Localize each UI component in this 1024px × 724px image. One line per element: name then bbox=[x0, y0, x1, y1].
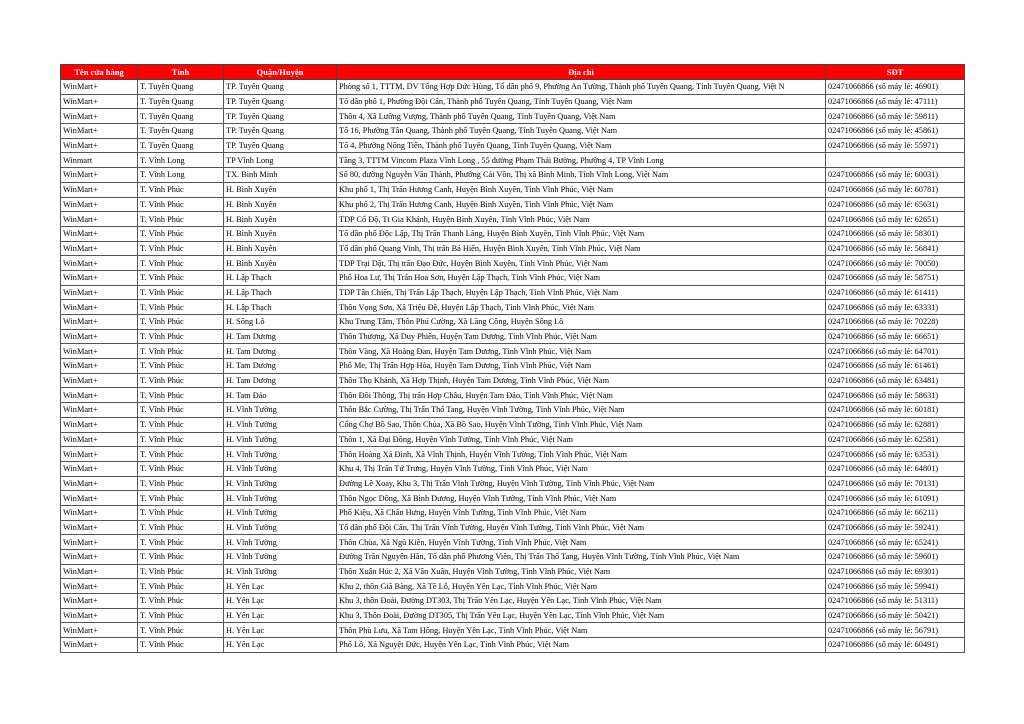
cell-phone: 02471066866 (số máy lẻ: 58301) bbox=[826, 226, 965, 241]
cell-province: T. Vĩnh Phúc bbox=[138, 461, 224, 476]
table-header-row bbox=[61, 65, 965, 80]
cell-district: H. Vĩnh Tường bbox=[224, 550, 337, 565]
cell-province: T. Vĩnh Phúc bbox=[138, 476, 224, 491]
cell-province: T. Vĩnh Phúc bbox=[138, 197, 224, 212]
cell-store-name: WinMart+ bbox=[61, 197, 138, 212]
cell-province: T. Vĩnh Phúc bbox=[138, 520, 224, 535]
cell-address: Cổng Chợ Bồ Sao, Thôn Chùa, Xã Bồ Sao, Huyện Vĩnh Tường, Tỉnh Vĩnh Phúc, Việt Nam bbox=[337, 417, 826, 432]
cell-address: Thôn Đồi Thông, Thị trấn Hợp Châu, Huyện Tam Đảo, Tỉnh Vĩnh Phúc, Việt Nam bbox=[337, 388, 826, 403]
cell-address: Tầng 3, TTTM Vincom Plaza Vĩnh Long , 55 đường Phạm Thái Bường, Phường 4, TP Vĩnh Long bbox=[337, 153, 826, 168]
cell-province: T. Tuyên Quang bbox=[138, 80, 224, 95]
table-body bbox=[61, 80, 965, 653]
cell-phone: 02471066866 (số máy lẻ: 58751) bbox=[826, 270, 965, 285]
cell-store-name: WinMart+ bbox=[61, 241, 138, 256]
cell-district: H. Bình Xuyên bbox=[224, 182, 337, 197]
cell-store-name: Winmart bbox=[61, 153, 138, 168]
cell-address: Phố Hoa Lư, Thị Trấn Hoa Sơn, Huyện Lập Thạch, Tỉnh Vĩnh Phúc, Việt Nam bbox=[337, 270, 826, 285]
cell-province: T. Vĩnh Phúc bbox=[138, 285, 224, 300]
cell-store-name: WinMart+ bbox=[61, 182, 138, 197]
table-row bbox=[61, 241, 965, 256]
cell-district: H. Bình Xuyên bbox=[224, 241, 337, 256]
cell-phone: 02471066866 (số máy lẻ: 66651) bbox=[826, 329, 965, 344]
cell-district: H. Yên Lạc bbox=[224, 594, 337, 609]
cell-store-name: WinMart+ bbox=[61, 359, 138, 374]
cell-store-name: WinMart+ bbox=[61, 300, 138, 315]
table-row bbox=[61, 109, 965, 124]
cell-address: TDP Tân Chiến, Thị Trấn Lập Thạch, Huyện Lập Thạch, Tỉnh Vĩnh Phúc, Việt Nam bbox=[337, 285, 826, 300]
table-row bbox=[61, 300, 965, 315]
cell-district: TP. Tuyên Quang bbox=[224, 124, 337, 139]
cell-phone: 02471066866 (số máy lẻ: 60181) bbox=[826, 403, 965, 418]
cell-district: H. Yên Lạc bbox=[224, 623, 337, 638]
cell-store-name: WinMart+ bbox=[61, 388, 138, 403]
cell-address: Tổ 4, Phường Nông Tiến, Thành phố Tuyên Quang, Tỉnh Tuyên Quang, Việt Nam bbox=[337, 138, 826, 153]
table-row bbox=[61, 461, 965, 476]
cell-province: T. Vĩnh Phúc bbox=[138, 447, 224, 462]
cell-address: Tổ dân phố 1, Phường Đội Cấn, Thành phố Tuyên Quang, Tỉnh Tuyên Quang, Việt Nam bbox=[337, 94, 826, 109]
cell-province: T. Vĩnh Phúc bbox=[138, 638, 224, 653]
cell-phone: 02471066866 (số máy lẻ: 46901) bbox=[826, 80, 965, 95]
store-table bbox=[60, 64, 965, 653]
cell-address: Tổ 16, Phường Tân Quang, Thành phố Tuyên Quang, Tỉnh Tuyên Quang, Việt Nam bbox=[337, 124, 826, 139]
cell-province: T. Vĩnh Phúc bbox=[138, 212, 224, 227]
table-row bbox=[61, 124, 965, 139]
cell-district: H. Vĩnh Tường bbox=[224, 403, 337, 418]
cell-district: H. Sông Lô bbox=[224, 315, 337, 330]
cell-district: TP. Tuyên Quang bbox=[224, 94, 337, 109]
cell-store-name: WinMart+ bbox=[61, 535, 138, 550]
cell-store-name: WinMart+ bbox=[61, 638, 138, 653]
cell-store-name: WinMart+ bbox=[61, 138, 138, 153]
cell-store-name: WinMart+ bbox=[61, 329, 138, 344]
table-row bbox=[61, 212, 965, 227]
cell-province: T. Vĩnh Phúc bbox=[138, 623, 224, 638]
cell-address: Thôn Phù Lưu, Xã Tam Hồng, Huyện Yên Lạc, Tỉnh Vĩnh Phúc, Việt Nam bbox=[337, 623, 826, 638]
table-row bbox=[61, 153, 965, 168]
cell-phone: 02471066866 (số máy lẻ: 58631) bbox=[826, 388, 965, 403]
cell-province: T. Vĩnh Phúc bbox=[138, 594, 224, 609]
cell-phone: 02471066866 (số máy lẻ: 61091) bbox=[826, 491, 965, 506]
cell-province: T. Vĩnh Phúc bbox=[138, 432, 224, 447]
cell-phone: 02471066866 (số máy lẻ: 64701) bbox=[826, 344, 965, 359]
table-row bbox=[61, 226, 965, 241]
table-row bbox=[61, 168, 965, 183]
header-phone: SĐT bbox=[826, 65, 965, 80]
cell-store-name: WinMart+ bbox=[61, 403, 138, 418]
cell-address: Phố Lồ, Xã Nguyệt Đức, Huyện Yên Lạc, Tỉnh Vĩnh Phúc, Việt Nam bbox=[337, 638, 826, 653]
cell-store-name: WinMart+ bbox=[61, 212, 138, 227]
cell-address: Thôn Thượng, Xã Duy Phiên, Huyện Tam Dương, Tỉnh Vĩnh Phúc, Việt Nam bbox=[337, 329, 826, 344]
cell-store-name: WinMart+ bbox=[61, 520, 138, 535]
cell-address: Khu phố 2, Thị Trấn Hương Canh, Huyện Bình Xuyên, Tỉnh Vĩnh Phúc, Việt Nam bbox=[337, 197, 826, 212]
cell-province: T. Vĩnh Phúc bbox=[138, 182, 224, 197]
cell-address: Thôn Xuân Húc 2, Xã Vân Xuân, Huyện Vĩnh Tường, Tỉnh Vĩnh Phúc, Việt Nam bbox=[337, 564, 826, 579]
table-row bbox=[61, 432, 965, 447]
cell-address: Khu 2, thôn Giã Bàng, Xã Tề Lỗ, Huyện Yên Lạc, Tỉnh Vĩnh Phúc, Việt Nam bbox=[337, 579, 826, 594]
cell-district: H. Vĩnh Tường bbox=[224, 535, 337, 550]
table-row bbox=[61, 388, 965, 403]
cell-phone: 02471066866 (số máy lẻ: 56791) bbox=[826, 623, 965, 638]
cell-phone: 02471066866 (số máy lẻ: 59241) bbox=[826, 520, 965, 535]
cell-district: H. Vĩnh Tường bbox=[224, 491, 337, 506]
table-row bbox=[61, 550, 965, 565]
table-row bbox=[61, 491, 965, 506]
table-row bbox=[61, 197, 965, 212]
cell-district: H. Vĩnh Tường bbox=[224, 505, 337, 520]
cell-district: H. Lập Thạch bbox=[224, 300, 337, 315]
cell-address: TDP Cổ Độ, Tt Gia Khánh, Huyện Bình Xuyên, Tỉnh Vĩnh Phúc, Việt Nam bbox=[337, 212, 826, 227]
cell-store-name: WinMart+ bbox=[61, 256, 138, 271]
cell-phone: 02471066866 (số máy lẻ: 62581) bbox=[826, 432, 965, 447]
cell-address: Khu 4, Thị Trấn Tứ Trưng, Huyện Vĩnh Tường, Tỉnh Vĩnh Phúc, Việt Nam bbox=[337, 461, 826, 476]
cell-province: T. Vĩnh Long bbox=[138, 153, 224, 168]
cell-store-name: WinMart+ bbox=[61, 109, 138, 124]
cell-address: Khu Trung Tâm, Thôn Phú Cường, Xã Lãng Công, Huyện Sông Lô bbox=[337, 315, 826, 330]
cell-address: Thôn 1, Xã Đại Đồng, Huyện Vĩnh Tường, Tỉnh Vĩnh Phúc, Việt Nam bbox=[337, 432, 826, 447]
cell-district: H. Vĩnh Tường bbox=[224, 432, 337, 447]
cell-province: T. Vĩnh Phúc bbox=[138, 505, 224, 520]
cell-district: H. Vĩnh Tường bbox=[224, 520, 337, 535]
cell-province: T. Vĩnh Phúc bbox=[138, 564, 224, 579]
cell-phone: 02471066866 (số máy lẻ: 61461) bbox=[826, 359, 965, 374]
cell-phone: 02471066866 (số máy lẻ: 69301) bbox=[826, 564, 965, 579]
cell-province: T. Vĩnh Phúc bbox=[138, 550, 224, 565]
cell-store-name: WinMart+ bbox=[61, 550, 138, 565]
cell-store-name: WinMart+ bbox=[61, 476, 138, 491]
cell-phone: 02471066866 (số máy lẻ: 63331) bbox=[826, 300, 965, 315]
cell-phone: 02471066866 (số máy lẻ: 63531) bbox=[826, 447, 965, 462]
store-list-sheet bbox=[60, 64, 964, 653]
cell-phone: 02471066866 (số máy lẻ: 70131) bbox=[826, 476, 965, 491]
table-row bbox=[61, 417, 965, 432]
cell-district: H. Vĩnh Tường bbox=[224, 461, 337, 476]
cell-store-name: WinMart+ bbox=[61, 80, 138, 95]
table-row bbox=[61, 564, 965, 579]
cell-address: Khu 3, Thôn Đoài, Đường DT305, Thị Trấn Yên Lạc, Huyện Yên Lạc, Tỉnh Vĩnh Phúc, Việt Nam bbox=[337, 608, 826, 623]
cell-district: TP. Tuyên Quang bbox=[224, 80, 337, 95]
table-row bbox=[61, 256, 965, 271]
cell-province: T. Vĩnh Phúc bbox=[138, 417, 224, 432]
cell-province: T. Vĩnh Phúc bbox=[138, 373, 224, 388]
cell-district: H. Bình Xuyên bbox=[224, 197, 337, 212]
cell-store-name: WinMart+ bbox=[61, 461, 138, 476]
cell-address: Tổ dân phố Độc Lập, Thị Trấn Thanh Lãng, Huyện Bình Xuyên, Tỉnh Vĩnh Phúc, Việt Nam bbox=[337, 226, 826, 241]
cell-phone: 02471066866 (số máy lẻ: 62651) bbox=[826, 212, 965, 227]
cell-district: TX. Bình Minh bbox=[224, 168, 337, 183]
cell-district: H. Lập Thạch bbox=[224, 285, 337, 300]
cell-district: H. Vĩnh Tường bbox=[224, 564, 337, 579]
cell-store-name: WinMart+ bbox=[61, 579, 138, 594]
cell-store-name: WinMart+ bbox=[61, 417, 138, 432]
table-row bbox=[61, 138, 965, 153]
cell-address: Thôn Vọng Sơn, Xã Triệu Đề, Huyện Lập Thạch, Tỉnh Vĩnh Phúc, Việt Nam bbox=[337, 300, 826, 315]
cell-phone: 02471066866 (số máy lẻ: 60491) bbox=[826, 638, 965, 653]
cell-district: H. Tam Dương bbox=[224, 344, 337, 359]
table-row bbox=[61, 329, 965, 344]
table-row bbox=[61, 535, 965, 550]
cell-district: H. Vĩnh Tường bbox=[224, 476, 337, 491]
cell-district: H. Vĩnh Tường bbox=[224, 417, 337, 432]
cell-district: H. Bình Xuyên bbox=[224, 256, 337, 271]
table-row bbox=[61, 359, 965, 374]
cell-store-name: WinMart+ bbox=[61, 564, 138, 579]
cell-phone: 02471066866 (số máy lẻ: 59811) bbox=[826, 109, 965, 124]
cell-phone: 02471066866 (số máy lẻ: 70228) bbox=[826, 315, 965, 330]
cell-phone: 02471066866 (số máy lẻ: 51311) bbox=[826, 594, 965, 609]
cell-district: H. Tam Đảo bbox=[224, 388, 337, 403]
cell-store-name: WinMart+ bbox=[61, 270, 138, 285]
cell-address: Đường Lê Xoay, Khu 3, Thị Trấn Vĩnh Tường, Huyện Vĩnh Tường, Tỉnh Vĩnh Phúc, Việt Nam bbox=[337, 476, 826, 491]
cell-phone: 02471066866 (số máy lẻ: 64801) bbox=[826, 461, 965, 476]
table-row bbox=[61, 594, 965, 609]
cell-phone: 02471066866 (số máy lẻ: 65631) bbox=[826, 197, 965, 212]
cell-store-name: WinMart+ bbox=[61, 447, 138, 462]
cell-address: Số 80, đường Nguyễn Văn Thành, Phường Cái Vồn, Thị xã Bình Minh, Tỉnh Vĩnh Long, Việt Nam bbox=[337, 168, 826, 183]
cell-address: Thôn Chùa, Xã Ngũ Kiên, Huyện Vĩnh Tường, Tỉnh Vĩnh Phúc, Việt Nam bbox=[337, 535, 826, 550]
cell-phone: 02471066866 (số máy lẻ: 45861) bbox=[826, 124, 965, 139]
cell-address: Tổ dân phố Quang Vinh, Thị trấn Bá Hiến, Huyện Bình Xuyên, Tỉnh Vĩnh Phúc, Việt Nam bbox=[337, 241, 826, 256]
table-row bbox=[61, 447, 965, 462]
cell-store-name: WinMart+ bbox=[61, 168, 138, 183]
table-row bbox=[61, 520, 965, 535]
cell-district: TP Vĩnh Long bbox=[224, 153, 337, 168]
table-row bbox=[61, 638, 965, 653]
table-row bbox=[61, 373, 965, 388]
cell-phone: 02471066866 (số máy lẻ: 60781) bbox=[826, 182, 965, 197]
cell-phone: 02471066866 (số máy lẻ: 61411) bbox=[826, 285, 965, 300]
cell-address: Thôn Thọ Khánh, Xã Hợp Thịnh, Huyện Tam Dương, Tỉnh Vĩnh Phúc, Việt Nam bbox=[337, 373, 826, 388]
cell-district: H. Bình Xuyên bbox=[224, 226, 337, 241]
cell-district: H. Tam Dương bbox=[224, 359, 337, 374]
cell-store-name: WinMart+ bbox=[61, 594, 138, 609]
cell-store-name: WinMart+ bbox=[61, 505, 138, 520]
cell-address: TDP Trại Dật, Thị trấn Đạo Đức, Huyện Bình Xuyên, Tỉnh Vĩnh Phúc, Việt Nam bbox=[337, 256, 826, 271]
cell-address: Phố Me, Thị Trấn Hợp Hòa, Huyện Tam Dương, Tỉnh Vĩnh Phúc, Việt Nam bbox=[337, 359, 826, 374]
cell-district: H. Yên Lạc bbox=[224, 638, 337, 653]
cell-address: Thôn Bắc Cường, Thị Trấn Thổ Tang, Huyện Vĩnh Tường, Tỉnh Vĩnh Phúc, Việt Nam bbox=[337, 403, 826, 418]
cell-address: Thôn Hoàng Xá Đình, Xã Vĩnh Thịnh, Huyện Vĩnh Tường, Tỉnh Vĩnh Phúc, Việt Nam bbox=[337, 447, 826, 462]
cell-province: T. Vĩnh Phúc bbox=[138, 535, 224, 550]
cell-phone: 02471066866 (số máy lẻ: 47111) bbox=[826, 94, 965, 109]
cell-district: H. Yên Lạc bbox=[224, 579, 337, 594]
cell-province: T. Vĩnh Phúc bbox=[138, 241, 224, 256]
cell-province: T. Vĩnh Phúc bbox=[138, 608, 224, 623]
cell-address: Khu phố 1, Thị Trấn Hương Canh, Huyện Bình Xuyên, Tỉnh Vĩnh Phúc, Việt Nam bbox=[337, 182, 826, 197]
cell-store-name: WinMart+ bbox=[61, 344, 138, 359]
cell-phone bbox=[826, 153, 965, 168]
cell-address: Thôn Vàng, Xã Hoàng Đan, Huyện Tam Dương, Tỉnh Vĩnh Phúc, Việt Nam bbox=[337, 344, 826, 359]
cell-address: Đường Trần Nguyên Hãn, Tổ dân phố Phương Viên, Thị Trấn Thổ Tang, Huyện Vĩnh Tường, Tỉnh Vĩnh Phúc, Việt Nam bbox=[337, 550, 826, 565]
cell-province: T. Vĩnh Phúc bbox=[138, 315, 224, 330]
table-row bbox=[61, 476, 965, 491]
header-province: Tỉnh bbox=[138, 65, 224, 80]
cell-phone: 02471066866 (số máy lẻ: 55971) bbox=[826, 138, 965, 153]
cell-store-name: WinMart+ bbox=[61, 491, 138, 506]
cell-address: Phòng số 1, TTTM, DV Tổng Hợp Đức Hùng, Tổ dân phố 9, Phường An Tường, Thành phố Tuyên Quang, Tỉnh Tuyên Quang, Việt N bbox=[337, 80, 826, 95]
cell-district: TP. Tuyên Quang bbox=[224, 138, 337, 153]
cell-phone: 02471066866 (số máy lẻ: 66211) bbox=[826, 505, 965, 520]
header-address: Địa chỉ bbox=[337, 65, 826, 80]
table-row bbox=[61, 623, 965, 638]
table-row bbox=[61, 505, 965, 520]
cell-province: T. Vĩnh Phúc bbox=[138, 256, 224, 271]
cell-phone: 02471066866 (số máy lẻ: 56841) bbox=[826, 241, 965, 256]
cell-province: T. Vĩnh Phúc bbox=[138, 329, 224, 344]
cell-province: T. Vĩnh Phúc bbox=[138, 300, 224, 315]
table-row bbox=[61, 403, 965, 418]
cell-store-name: WinMart+ bbox=[61, 608, 138, 623]
table-row bbox=[61, 608, 965, 623]
cell-district: H. Vĩnh Tường bbox=[224, 447, 337, 462]
cell-district: TP. Tuyên Quang bbox=[224, 109, 337, 124]
cell-district: H. Tam Dương bbox=[224, 329, 337, 344]
cell-province: T. Tuyên Quang bbox=[138, 138, 224, 153]
table-row bbox=[61, 344, 965, 359]
cell-address: Tổ dân phố Đội Cấn, Thị Trấn Vĩnh Tường, Huyện Vĩnh Tường, Tỉnh Vĩnh Phúc, Việt Nam bbox=[337, 520, 826, 535]
cell-province: T. Vĩnh Phúc bbox=[138, 403, 224, 418]
cell-province: T. Vĩnh Phúc bbox=[138, 579, 224, 594]
cell-store-name: WinMart+ bbox=[61, 285, 138, 300]
cell-phone: 02471066866 (số máy lẻ: 59601) bbox=[826, 550, 965, 565]
cell-address: Thôn 4, Xã Lưỡng Vượng, Thành phố Tuyên Quang, Tỉnh Tuyên Quang, Việt Nam bbox=[337, 109, 826, 124]
cell-province: T. Tuyên Quang bbox=[138, 94, 224, 109]
table-row bbox=[61, 94, 965, 109]
cell-province: T. Vĩnh Phúc bbox=[138, 344, 224, 359]
cell-store-name: WinMart+ bbox=[61, 226, 138, 241]
cell-district: H. Tam Dương bbox=[224, 373, 337, 388]
cell-phone: 02471066866 (số máy lẻ: 59941) bbox=[826, 579, 965, 594]
table-row bbox=[61, 579, 965, 594]
cell-district: H. Lập Thạch bbox=[224, 270, 337, 285]
cell-store-name: WinMart+ bbox=[61, 124, 138, 139]
table-row bbox=[61, 285, 965, 300]
cell-province: T. Vĩnh Phúc bbox=[138, 491, 224, 506]
cell-store-name: WinMart+ bbox=[61, 315, 138, 330]
cell-address: Thôn Ngọc Dông, Xã Bình Dương, Huyện Vĩnh Tường, Tỉnh Vĩnh Phúc, Việt Nam bbox=[337, 491, 826, 506]
cell-store-name: WinMart+ bbox=[61, 94, 138, 109]
cell-province: T. Vĩnh Long bbox=[138, 168, 224, 183]
cell-address: Phố Kiệu, Xã Chấn Hưng, Huyện Vĩnh Tường, Tỉnh Vĩnh Phúc, Việt Nam bbox=[337, 505, 826, 520]
cell-store-name: WinMart+ bbox=[61, 623, 138, 638]
table-row bbox=[61, 315, 965, 330]
table-row bbox=[61, 80, 965, 95]
cell-district: H. Bình Xuyên bbox=[224, 212, 337, 227]
cell-store-name: WinMart+ bbox=[61, 373, 138, 388]
cell-address: Khu 3, thôn Đoài, Đường DT303, Thị Trấn Yên Lạc, Huyện Yên Lạc, Tỉnh Vĩnh Phúc, Việt Nam bbox=[337, 594, 826, 609]
cell-province: T. Vĩnh Phúc bbox=[138, 388, 224, 403]
cell-phone: 02471066866 (số máy lẻ: 60031) bbox=[826, 168, 965, 183]
table-row bbox=[61, 182, 965, 197]
cell-phone: 02471066866 (số máy lẻ: 70050) bbox=[826, 256, 965, 271]
cell-district: H. Yên Lạc bbox=[224, 608, 337, 623]
cell-province: T. Vĩnh Phúc bbox=[138, 226, 224, 241]
cell-province: T. Tuyên Quang bbox=[138, 124, 224, 139]
cell-province: T. Tuyên Quang bbox=[138, 109, 224, 124]
cell-province: T. Vĩnh Phúc bbox=[138, 359, 224, 374]
cell-province: T. Vĩnh Phúc bbox=[138, 270, 224, 285]
table-row bbox=[61, 270, 965, 285]
cell-phone: 02471066866 (số máy lẻ: 63481) bbox=[826, 373, 965, 388]
header-store-name: Tên cửa hàng bbox=[61, 65, 138, 80]
cell-phone: 02471066866 (số máy lẻ: 65241) bbox=[826, 535, 965, 550]
cell-phone: 02471066866 (số máy lẻ: 62881) bbox=[826, 417, 965, 432]
header-district: Quận/Huyện bbox=[224, 65, 337, 80]
cell-phone: 02471066866 (số máy lẻ: 50421) bbox=[826, 608, 965, 623]
cell-store-name: WinMart+ bbox=[61, 432, 138, 447]
